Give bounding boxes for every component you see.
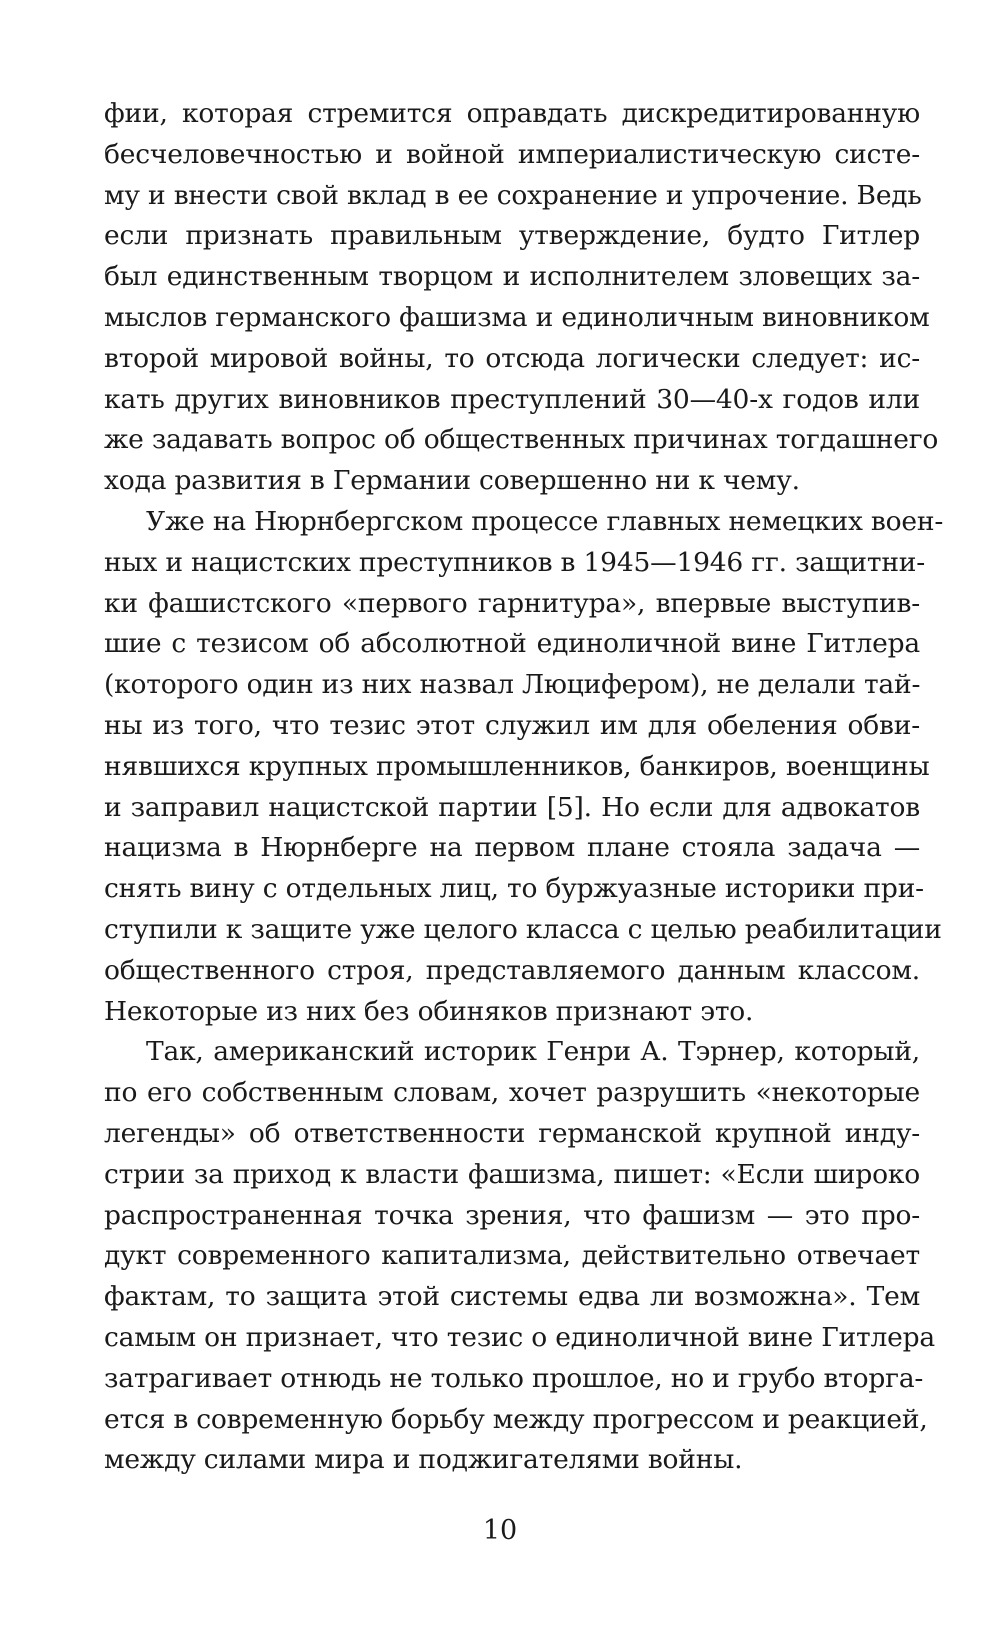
text-line: распространенная точка зрения, что фашизм — это про- <box>104 1199 920 1231</box>
text-line: самым он признает, что тезис о единоличной вине Гитлера <box>104 1321 935 1353</box>
text-line: кать других виновников преступлений 30—40-х годов или <box>104 383 920 415</box>
text-line: ны из того, что тезис этот служил им для обеления обви- <box>104 709 920 741</box>
text-line: шие с тезисом об абсолютной единоличной вине Гитлера <box>104 628 920 660</box>
paragraph <box>104 1032 935 1481</box>
text-line: фактам, то защита этой системы едва ли возможна». Тем <box>104 1281 920 1313</box>
text-line: общественного строя, представляемого данным классом. <box>104 954 920 986</box>
text-line: (которого один из них назвал Люцифером), не делали тай- <box>104 669 921 701</box>
text-line: ется в современную борьбу между прогрессом и реакцией, <box>104 1403 928 1435</box>
text-line: Так, американский историк Генри А. Тэрнер, который, <box>146 1036 920 1068</box>
text-line: мыслов германского фашизма и единоличным виновником <box>104 301 930 333</box>
page-number: 10 <box>482 1515 518 1546</box>
text-line: же задавать вопрос об общественных причинах тогдашнего <box>104 424 939 456</box>
paragraph <box>104 94 939 502</box>
text-line: бесчеловечностью и войной империалистическую систе- <box>104 138 920 170</box>
text-line: и заправил нацистской партии [5]. Но если для адвокатов <box>104 791 920 823</box>
text-line: фии, которая стремится оправдать дискредитированную <box>104 98 920 129</box>
text-line: ступили к защите уже целого класса с целью реабилитации <box>104 913 942 945</box>
text-line: стрии за приход к власти фашизма, пишет: «Если широко <box>104 1158 920 1190</box>
text-line: Уже на Нюрнбергском процессе главных немецких воен- <box>146 505 944 537</box>
text-line: затрагивает отнюдь не только прошлое, но и грубо вторга- <box>104 1362 924 1394</box>
text-line: хода развития в Германии совершенно ни к чему. <box>104 465 800 497</box>
text-line: по его собственным словам, хочет разрушить «некоторые <box>104 1077 920 1109</box>
page-body <box>104 94 944 1481</box>
text-line: нявшихся крупных промышленников, банкиров, военщины <box>104 750 930 782</box>
text-line: легенды» об ответственности германской крупной инду- <box>104 1117 920 1149</box>
text-line: если признать правильным утверждение, будто Гитлер <box>104 220 920 252</box>
text-line: снять вину с отдельных лиц, то буржуазные историки при- <box>104 873 924 905</box>
paragraph <box>104 502 944 1032</box>
text-line: второй мировой войны, то отсюда логически следует: ис- <box>104 342 920 374</box>
text-line: Некоторые из них без обиняков признают это. <box>104 995 754 1027</box>
text-line: дукт современного капитализма, действительно отвечает <box>104 1240 920 1272</box>
text-line: му и внести свой вклад в ее сохранение и упрочение. Ведь <box>104 179 922 211</box>
text-line: между силами мира и поджигателями войны. <box>104 1444 743 1476</box>
text-line: ных и нацистских преступников в 1945—1946 гг. защитни- <box>104 546 926 578</box>
text-line: ки фашистского «первого гарнитура», впервые выступив- <box>104 587 920 619</box>
text-line: нацизма в Нюрнберге на первом плане стояла задача — <box>104 832 920 864</box>
text-line: был единственным творцом и исполнителем зловещих за- <box>104 261 920 293</box>
